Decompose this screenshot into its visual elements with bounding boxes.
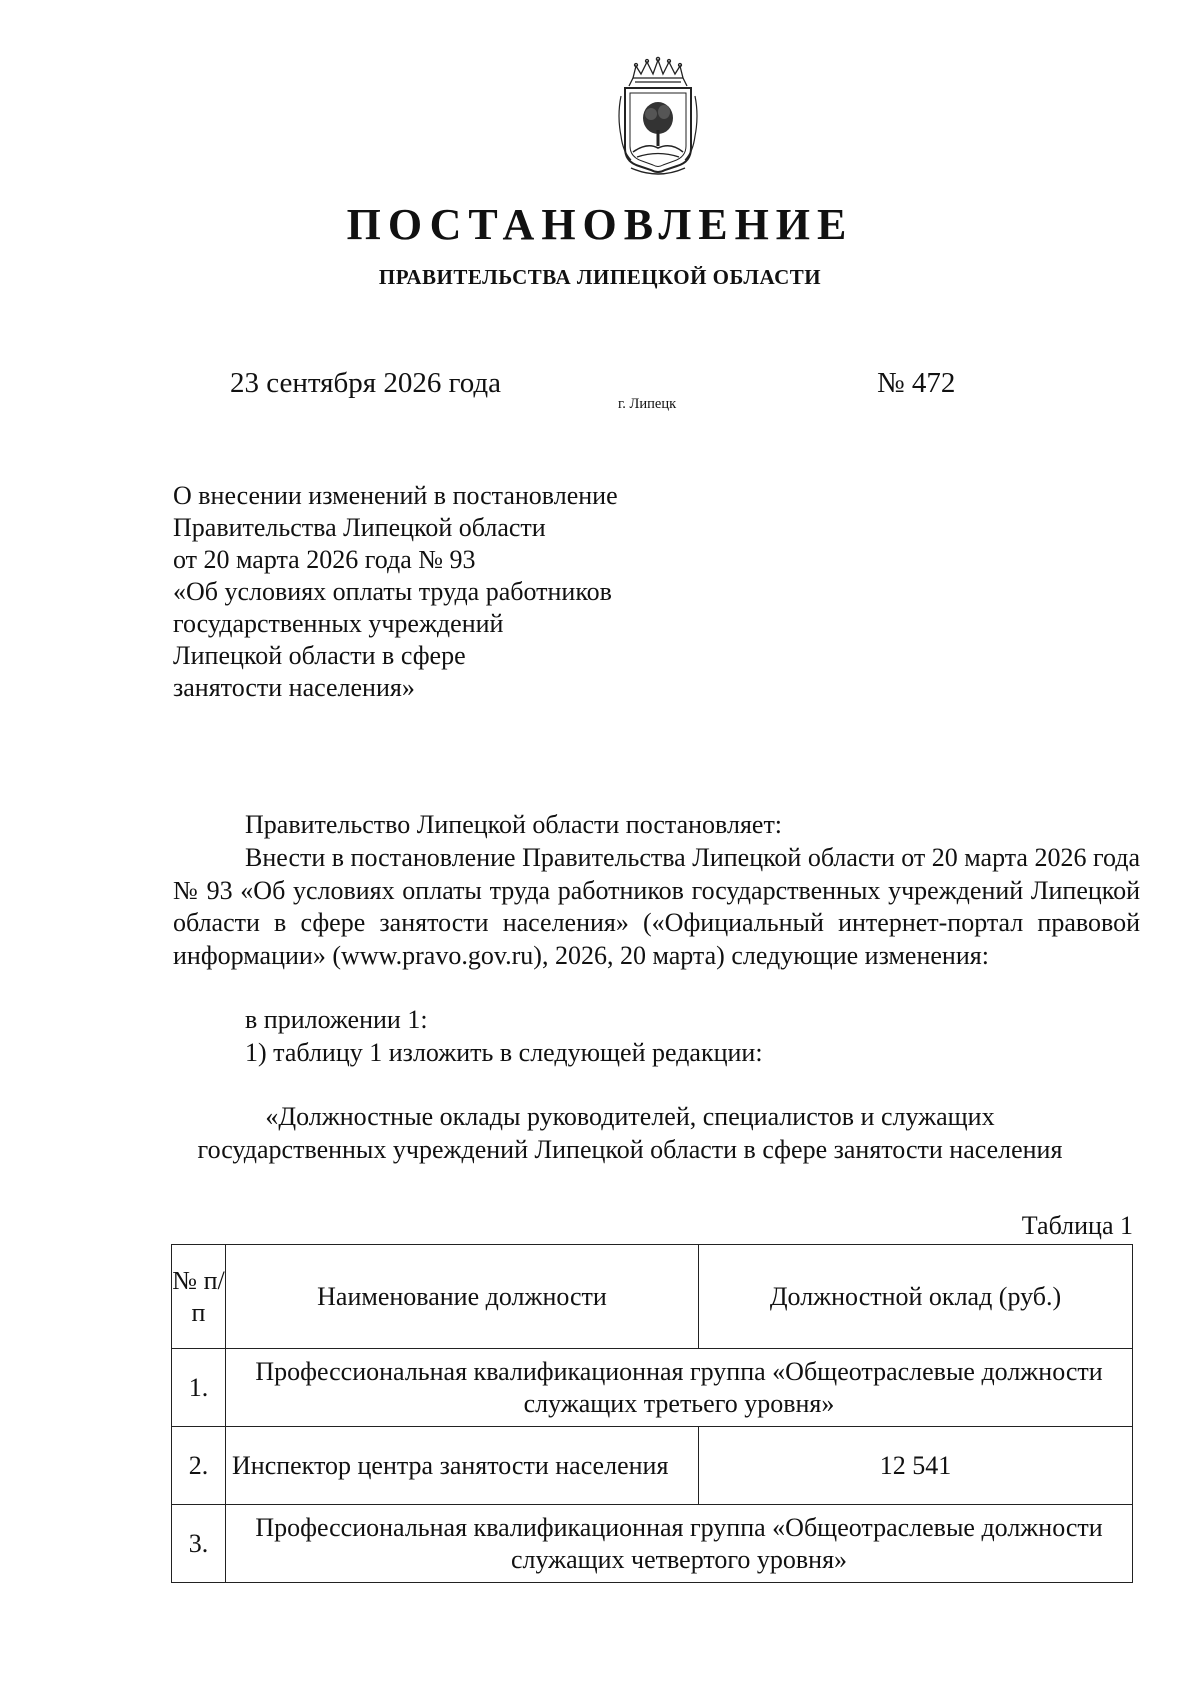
salary-table [171,1244,1133,1583]
header-name: Наименование должности [226,1245,699,1349]
subject-line: Липецкой области в сфере [173,641,466,670]
table-row [172,1505,1133,1583]
main-paragraph: Внести в постановление Правительства Липецкой области от 20 марта 2026 года № 93 «Об условиях оплаты труда работников государственных учреждений Липецкой области в сфере занятости населения» («Официальный интернет-портал правовой информации» (www.pravo.gov.ru), 2026, 20 марта) следующие изменения: [173,843,1141,970]
document-date: 23 сентября 2026 года [230,367,502,399]
subject-line: О внесении изменений в постановление [173,481,618,510]
row-group: Профессиональная квалификационная группа «Общеотраслевые должности служащих третьего уровня» [226,1349,1133,1427]
document-city: г. Липецк [618,396,677,412]
coat-of-arms-emblem [617,56,699,178]
item-paragraph: 1) таблицу 1 изложить в следующей редакции: [245,1038,763,1067]
subject-line: «Об условиях оплаты труда работников [173,577,612,606]
document-subject [173,480,693,704]
row-num: 2. [172,1427,226,1505]
row-num: 1. [172,1349,226,1427]
table-title [130,1101,1130,1166]
table-title-line: «Должностные оклады руководителей, специалистов и служащих [265,1102,995,1131]
row-position: Инспектор центра занятости населения [226,1427,699,1505]
resolution-intro: Правительство Липецкой области постановляет: [245,810,783,839]
subject-line: занятости населения» [173,673,415,702]
table-title-line: государственных учреждений Липецкой области в сфере занятости населения [197,1134,1063,1164]
document-number: № 472 [877,367,956,399]
subject-line: от 20 марта 2026 года № 93 [173,545,476,574]
table-label: Таблица 1 [1021,1211,1133,1240]
document-title: ПОСТАНОВЛЕНИЕ [346,200,854,249]
document-subtitle: ПРАВИТЕЛЬСТВА ЛИПЕЦКОЙ ОБЛАСТИ [378,265,822,289]
header-num: № п/п [172,1245,226,1349]
row-num: 3. [172,1505,226,1583]
table-row [172,1349,1133,1427]
subject-line: Правительства Липецкой области [173,513,546,542]
subject-line: государственных учреждений [173,609,504,638]
appendix-paragraph: в приложении 1: [245,1005,428,1034]
header-salary: Должностной оклад (руб.) [699,1245,1133,1349]
table-header-row [172,1245,1133,1349]
table-row [172,1427,1133,1505]
row-group: Профессиональная квалификационная группа «Общеотраслевые должности служащих четвертого уровня» [226,1505,1133,1583]
row-salary: 12 541 [699,1427,1133,1505]
